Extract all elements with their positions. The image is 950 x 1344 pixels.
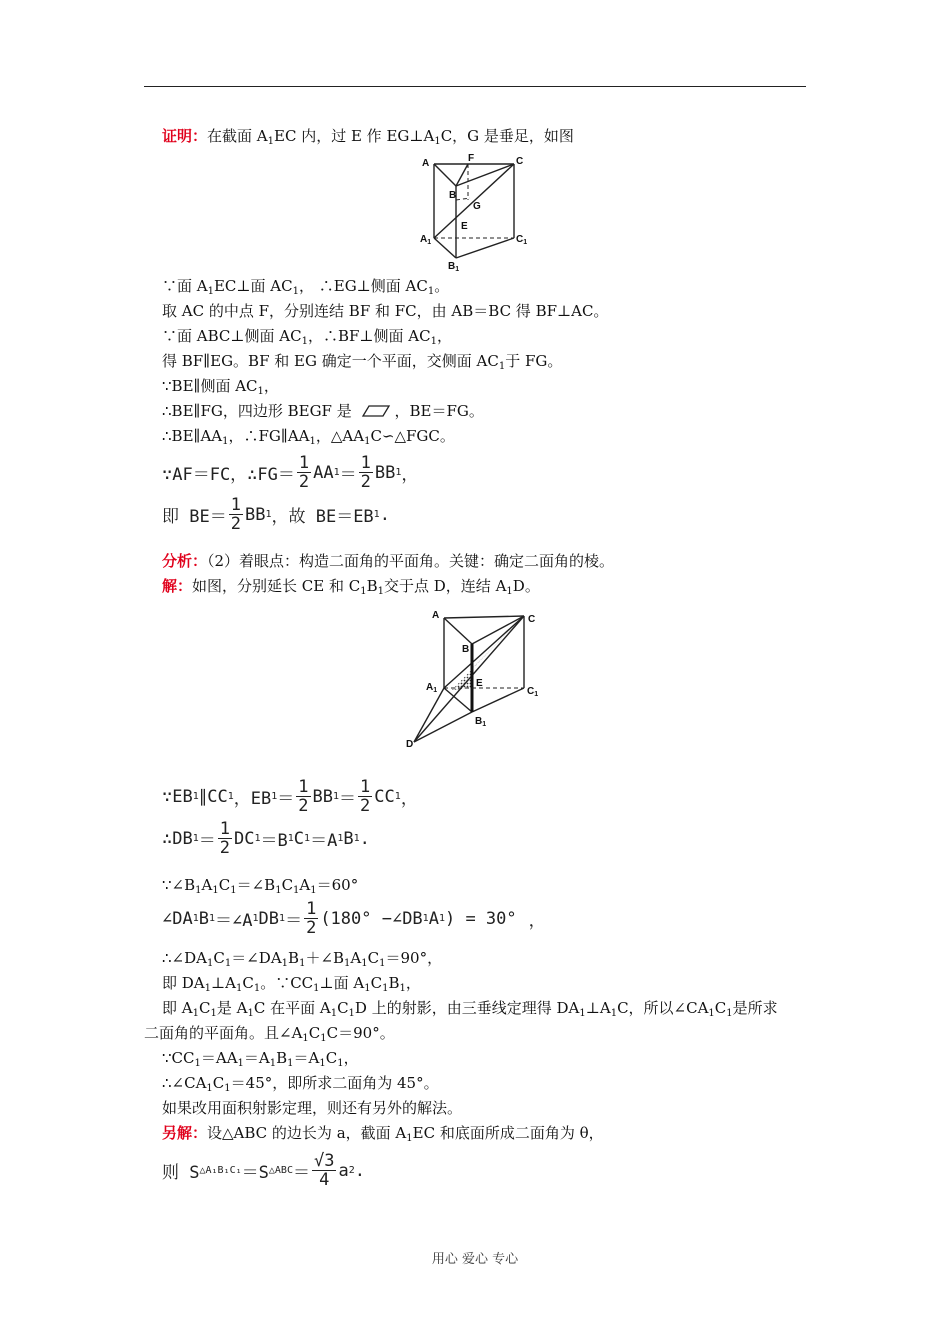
line-s11: 即 $A_1C_1$是 $A_1C$ 在平面 $A_1C_1D$ 上的射影，由三垂线定理得 $DA_1\perp A_1C$，所以$\angle CA_1C_1$是所求 xyxy=(162,999,778,1019)
proof-line: 证明：在截面 $A_1EC$ 内，过 E 作 $EG\perp A_1C$，G 是垂足，如图 xyxy=(162,127,574,147)
line-s14: $\therefore\angle CA_1C_1=45^\circ$，即所求二面角为 45°。 xyxy=(162,1074,439,1094)
line-s5: ∵BE∥侧面 $AC_1$， xyxy=(162,377,279,397)
fig2-label-a1: $A_1$ xyxy=(426,682,438,694)
fig1-label-a: A xyxy=(422,158,430,169)
equation-3: ∵EB 1 ∥CC 1 ，EB 1 ＝ $\frac{1}{2}$ BB 1 ＝ $\frac{1}{2}$ CC 1 ， xyxy=(162,777,418,816)
line-s4: 得 BF∥EG。BF 和 EG 确定一个平面，交侧面 $AC_1$于 FG。 xyxy=(162,352,563,372)
equation-6: 则 S △A₁B₁C₁ ＝S △ABC ＝ $\frac{√3}{4}$ a 2 . xyxy=(162,1151,365,1190)
line-s9: $\therefore\angle DA_1C_1=\angle DA_1B_1+\angle B_1A_1C_1=90^\circ$， xyxy=(162,949,443,969)
line-s7: $\therefore BE\parallel AA_1$，$\therefore FG\parallel AA_1$，$\triangle AA_1C∽\triangle FGC$。 xyxy=(162,427,455,447)
line-s8: $\because\angle B_1A_1C_1=\angle B_1C_1A_1=60^\circ$ xyxy=(162,876,359,896)
equation-5: ∠DA 1 B 1 ＝∠A 1 DB 1 ＝ $\frac{1}{2}$ (180° −∠DB 1 A 1 ) = 30° ， xyxy=(162,899,546,938)
fig1-label-c: C xyxy=(516,156,524,167)
proof-label: 证明： xyxy=(162,127,208,145)
equation-1: ∵AF＝FC，∴FG＝ $\frac{1}{2}$ AA 1 ＝ $\frac{1}{2}$ BB 1 ， xyxy=(162,453,419,492)
fig1-label-b1: $B_1$ xyxy=(448,261,460,273)
line-s3: ∵面 ABC⊥侧面 $AC_1$，∴BF⊥侧面 $AC_1$， xyxy=(162,327,452,347)
fig2-label-d: D xyxy=(406,739,414,750)
prism-figure-1 xyxy=(418,152,530,276)
line-s12: 二面角的平面角。且$\angle A_1C_1C=90^\circ$。 xyxy=(144,1024,395,1044)
line-s15: 如果改用面积射影定理，则还有另外的解法。 xyxy=(162,1099,463,1117)
fig2-label-c: C xyxy=(528,614,536,625)
fig1-label-f: F xyxy=(468,153,475,164)
parallelogram-icon xyxy=(361,404,391,418)
line-s2: 取 AC 的中点 F，分别连结 BF 和 FC，由 AB＝BC 得 BF⊥AC。 xyxy=(162,302,609,320)
solution-line: 解：如图，分别延长 CE 和 $C_1B_1$交于点 D，连结 $A_1D$。 xyxy=(162,577,540,597)
equation-4: ∴DB 1 ＝ $\frac{1}{2}$ DC 1 ＝B 1 C 1 ＝A 1 B 1 . xyxy=(162,819,370,858)
fig1-label-b: B xyxy=(449,190,457,201)
fig2-label-c1: $C_1$ xyxy=(527,686,539,698)
line-s1: ∵面 $A_1EC\perp$面 $AC_1$， ∴EG⊥侧面 $AC_1$。 xyxy=(162,277,450,297)
fig1-label-c1: $C_1$ xyxy=(516,234,528,246)
prism-figure-2 xyxy=(400,604,550,750)
fig2-label-b1: $B_1$ xyxy=(475,716,487,728)
line-s13: $\because CC_1=AA_1=A_1B_1=A_1C_1$， xyxy=(162,1049,359,1069)
analysis-line: 分析：（2）着眼点：构造二面角的平面角。关键：确定二面角的棱。 xyxy=(162,552,615,570)
line-s6: ∴BE∥FG，四边形 BEGF 是 ，BE＝FG。 xyxy=(162,402,484,420)
header-rule xyxy=(144,86,806,87)
fig1-label-e: E xyxy=(461,221,468,232)
fig2-label-a: A xyxy=(432,610,440,621)
alt-solution-line: 另解：设△ABC 的边长为 a，截面 $A_1EC$ 和底面所成二面角为 θ， xyxy=(162,1124,604,1144)
page-footer: 用心 爱心 专心 xyxy=(431,1252,519,1267)
line-s10: 即 $DA_1\perp A_1C_1$。$\because CC_1\perp$面 $A_1C_1B_1$， xyxy=(162,974,421,994)
fig1-label-a1: $A_1$ xyxy=(420,234,432,246)
fig1-label-g: G xyxy=(473,201,481,212)
fig2-label-e: E xyxy=(476,678,483,689)
equation-2: 即 BE＝ $\frac{1}{2}$ BB 1 ，故 BE＝EB 1 . xyxy=(162,495,390,534)
fig2-label-b: B xyxy=(462,644,470,655)
